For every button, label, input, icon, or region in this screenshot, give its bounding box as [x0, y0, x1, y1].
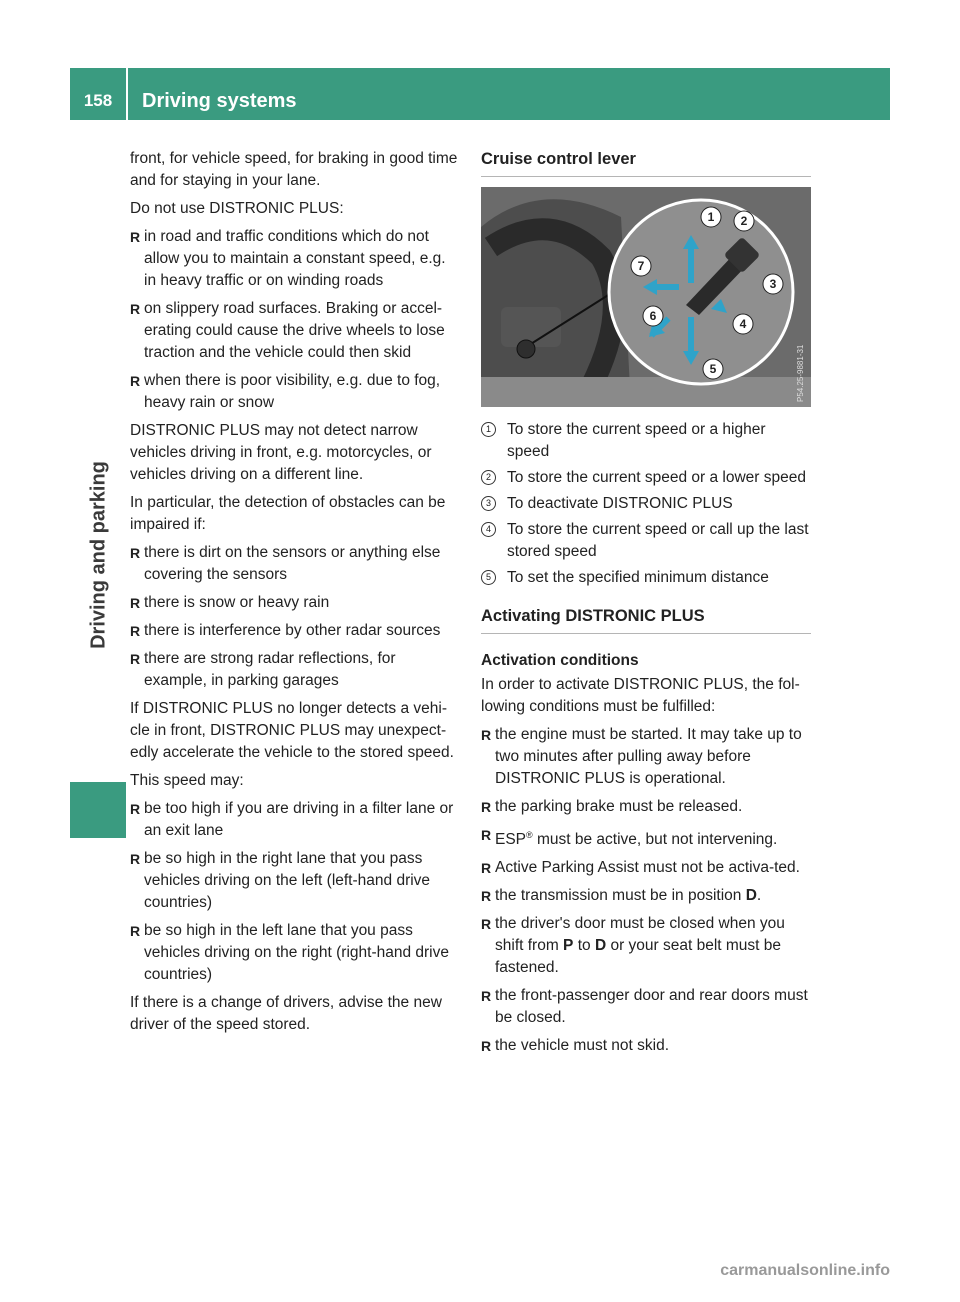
right-column: [481, 148, 811, 1063]
section-heading-cruise-control: Cruise control lever: [481, 148, 811, 177]
list-item: R the parking brake must be released.: [481, 796, 811, 818]
cruise-control-lever-figure: [481, 187, 811, 407]
list-item: [481, 913, 811, 979]
legend-item: [481, 567, 811, 589]
legend-number: 1: [481, 422, 496, 437]
legend-text: To set the specified minimum distance: [507, 569, 769, 586]
gear-p: P: [563, 937, 574, 955]
callout-5: 5: [709, 362, 717, 376]
legend-item: [481, 519, 811, 563]
legend-item: [481, 467, 811, 489]
list-item-text: must be active, but not intervening.: [532, 831, 778, 849]
paragraph: In order to activate DISTRONIC PLUS, the fol-lowing conditions must be fulfilled:: [481, 676, 800, 715]
list-item: R there is interference by other radar sources: [130, 620, 460, 642]
list-item-text: the transmission must be in position: [495, 887, 746, 905]
legend-text: To store the current speed or a lower speed: [507, 469, 806, 486]
callout-1: 1: [707, 210, 715, 224]
paragraph: This speed may:: [130, 772, 244, 789]
list-item-text: .: [756, 887, 762, 905]
page-number: 158: [70, 68, 128, 120]
list-item: R Active Parking Assist must not be activa-ted.: [481, 857, 811, 879]
paragraph: In particular, the detection of obstacles can be impaired if:: [130, 494, 446, 533]
legend-text: To store the current speed or a higher speed: [507, 421, 766, 460]
list-item: R there are strong radar reflections, for example, in parking garages: [130, 648, 460, 692]
registered-mark: ®: [526, 830, 533, 840]
gear-d: D: [594, 937, 607, 955]
paragraph: Do not use DISTRONIC PLUS:: [130, 200, 344, 217]
list-item: R the vehicle must not skid.: [481, 1035, 811, 1057]
list-item: [481, 824, 811, 851]
callout-4: 4: [739, 317, 747, 331]
legend-number: 5: [481, 570, 496, 585]
paragraph: DISTRONIC PLUS may not detect narrow vehicles driving in front, e.g. motorcycles, or vehicles driving on a different line.: [130, 422, 432, 483]
legend-number: 4: [481, 522, 496, 537]
watermark: carmanualsonline.info: [720, 1262, 890, 1279]
callout-6: 6: [649, 309, 657, 323]
list-item: R when there is poor visibility, e.g. due to fog, heavy rain or snow: [130, 370, 460, 414]
side-tab-text: Driving and parking: [87, 461, 110, 649]
list-item: R be so high in the right lane that you pass vehicles driving on the left (left-hand drive countries): [130, 848, 460, 914]
subheading-activation-conditions: Activation conditions: [481, 652, 639, 669]
gear-d: D: [745, 887, 757, 905]
figure-code: P54.25-9881-31: [796, 344, 805, 402]
list-item: R there is snow or heavy rain: [130, 592, 460, 614]
lever-illustration: [481, 187, 811, 407]
side-tab-marker: [70, 782, 126, 838]
callout-2: 2: [740, 214, 748, 228]
paragraph: If there is a change of drivers, advise the new driver of the speed stored.: [130, 994, 442, 1033]
legend-number: 2: [481, 470, 496, 485]
legend-item: [481, 419, 811, 463]
section-heading-activating: Activating DISTRONIC PLUS: [481, 605, 811, 634]
list-item: R in road and traffic conditions which do not allow you to maintain a constant speed, e.g. in heavy traffic or on winding roads: [130, 226, 460, 292]
list-item: R be so high in the left lane that you pass vehicles driving on the right (right-hand drive countries): [130, 920, 460, 986]
callout-3: 3: [769, 277, 777, 291]
list-item-text: to: [573, 937, 595, 955]
side-tab-label: [86, 430, 112, 680]
legend-text: To deactivate DISTRONIC PLUS: [507, 495, 733, 512]
left-column: [130, 148, 460, 1042]
list-item: [481, 885, 811, 907]
list-item-text: or your seat belt must be fastened.: [495, 937, 782, 977]
list-item: R the engine must be started. It may take up to two minutes after pulling away before DISTRONIC PLUS is operational.: [481, 724, 811, 790]
callout-7: 7: [637, 259, 645, 273]
legend-number: 3: [481, 496, 496, 511]
esp-label: ESP: [495, 831, 527, 849]
list-item: R there is dirt on the sensors or anything else covering the sensors: [130, 542, 460, 586]
legend-text: To store the current speed or call up the last stored speed: [507, 521, 809, 560]
list-item: R on slippery road surfaces. Braking or accel-erating could cause the drive wheels to lose traction and the vehicle could then skid: [130, 298, 460, 364]
paragraph: front, for vehicle speed, for braking in good time and for staying in your lane.: [130, 150, 458, 189]
list-item-text: the driver's door must be closed when you shift from: [495, 915, 785, 955]
paragraph: If DISTRONIC PLUS no longer detects a vehi-cle in front, DISTRONIC PLUS may unexpect-edly accelerate the vehicle to the stored speed.: [130, 700, 454, 761]
list-item: R be too high if you are driving in a filter lane or an exit lane: [130, 798, 460, 842]
list-item: R the front-passenger door and rear doors must be closed.: [481, 985, 811, 1029]
page-title: Driving systems: [142, 90, 297, 112]
page-header: [70, 68, 890, 120]
legend-item: [481, 493, 811, 515]
